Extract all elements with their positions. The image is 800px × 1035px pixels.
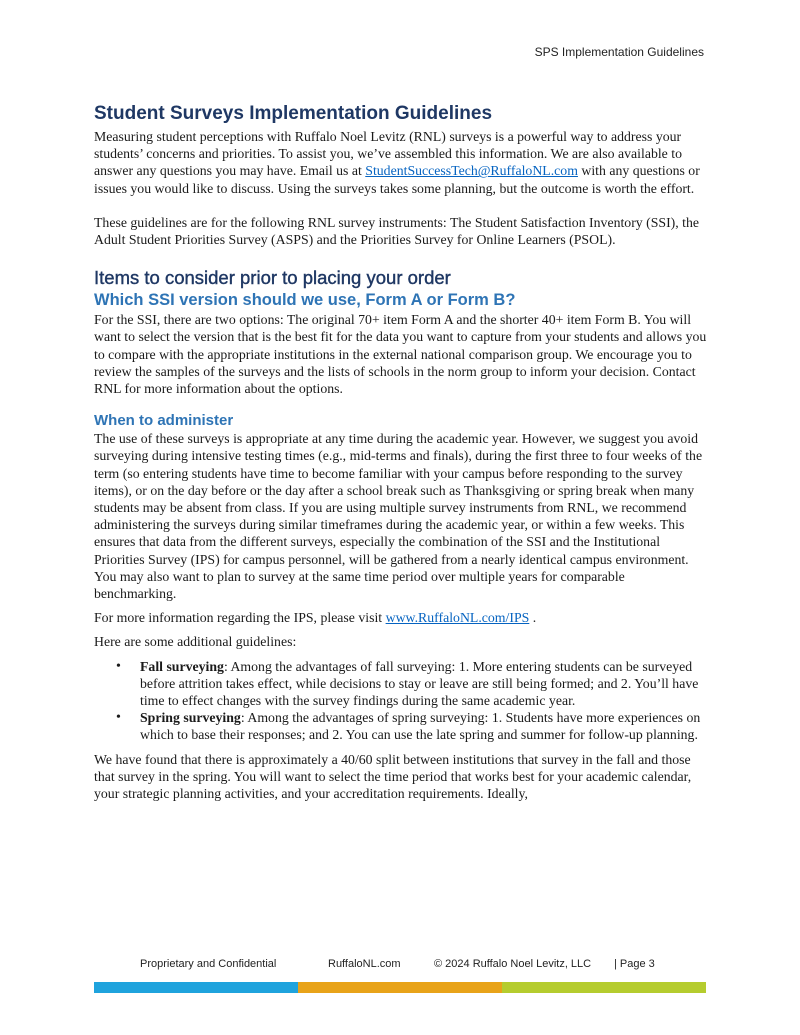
ips-text: For more information regarding the IPS, please visit — [94, 610, 386, 626]
running-header: SPS Implementation Guidelines — [534, 45, 704, 59]
subheading-ssi-version: Which SSI version should we use, Form A or Form B? — [94, 291, 516, 310]
list-item — [116, 658, 708, 710]
section-heading-order: Items to consider prior to placing your order — [94, 267, 451, 289]
guidelines-list — [94, 658, 708, 744]
footer-page-number: | Page 3 — [614, 958, 655, 970]
ips-paragraph — [94, 609, 708, 626]
color-bar-green — [502, 982, 706, 993]
list-item — [116, 709, 708, 743]
page-title: Student Surveys Implementation Guidelines — [94, 103, 493, 124]
footer-copyright: © 2024 Ruffalo Noel Levitz, LLC — [434, 958, 592, 970]
color-bar-orange — [298, 982, 502, 993]
email-link[interactable]: StudentSuccessTech@RuffaloNL.com — [365, 163, 578, 179]
footer-color-bar — [94, 982, 706, 993]
footer-confidential: Proprietary and Confidential — [140, 958, 277, 970]
intro-text-start: Measuring student perceptions with Ruffalo Noel Levitz (RNL) surveys is a powerful way to address your students’ concerns and priorities. To assist you, we’ve assembled this information. We are also available to answer any questions you may have. Email us at — [94, 129, 682, 179]
split-paragraph: We have found that there is approximately a 40/60 split between institutions that survey in the fall and those that survey in the spring. You will want to select the time period that works best for your academic calendar, your strategic planning activities, and your accreditation requirements. Ideally, — [94, 751, 692, 802]
ips-link[interactable]: www.RuffaloNL.com/IPS — [385, 610, 530, 626]
instruments-paragraph: These guidelines are for the following RNL survey instruments: The Student Satisfaction Inventory (SSI), the Adult Student Priorities Survey (ASPS) and the Priorities Survey for Online Learners (PSOL). — [94, 214, 700, 248]
bullet-icon: • — [116, 658, 121, 674]
guidelines-intro: Here are some additional guidelines: — [94, 634, 297, 650]
bullet-text: : Among the advantages of spring surveying: 1. Students have more experiences on which to base their responses; and 2. You can use the late spring and summer for follow-up planning. — [140, 710, 701, 743]
footer-site: RuffaloNL.com — [328, 958, 401, 970]
when-paragraph: The use of these surveys is appropriate at any time during the academic year. However, we suggest you avoid surveying during intensive testing times (e.g., mid-terms and finals), during the first three to four weeks of the term (so entering students have time to become familiar with your campus before responding to the survey items), or on the day before or the day after a school break such as Thanksgiving or spring break when many students may be absent from class. If you are using multiple survey instruments from RNL, we recommend administering the surveys during similar timeframes during the academic year, or within a few weeks. This ensures that data from the different surveys, especially the combination of the SSI and the Institutional Priorities Survey (IPS) for campus personnel, will be gathered from a nearly identical campus environment. You may also want to plan to survey at the same time period over multiple years for comparable benchmarking. — [94, 431, 703, 602]
ips-text-end: . — [529, 610, 537, 626]
color-bar-blue — [94, 982, 298, 993]
bullet-label: Fall surveying — [140, 658, 224, 674]
intro-paragraph — [94, 128, 708, 197]
intro-text-end: with any questions or issues you would like to discuss. Using the surveys takes some planning, but the outcome is worth the effort. — [94, 163, 700, 196]
bullet-label: Spring surveying — [140, 710, 241, 726]
bullet-text: : Among the advantages of fall surveying: 1. More entering students can be surveyed before attrition takes effect, while decisions to stay or leave are still being formed; and 2. You’ll have time to effect changes with the survey findings during the same academic year. — [140, 658, 699, 709]
document-body — [94, 102, 708, 802]
bullet-icon: • — [116, 710, 121, 726]
subheading-when: When to administer — [94, 412, 234, 430]
version-paragraph: For the SSI, there are two options: The original 70+ item Form A and the shorter 40+ item Form B. You will want to select the version that is the best fit for the data you want to capture from your students and allows you to compare with the appropriate institutions in the external national comparison group. We encourage you to review the samples of the surveys and the lists of schools in the norm group to inform your decision. Contact RNL for more information about the options. — [94, 312, 707, 397]
